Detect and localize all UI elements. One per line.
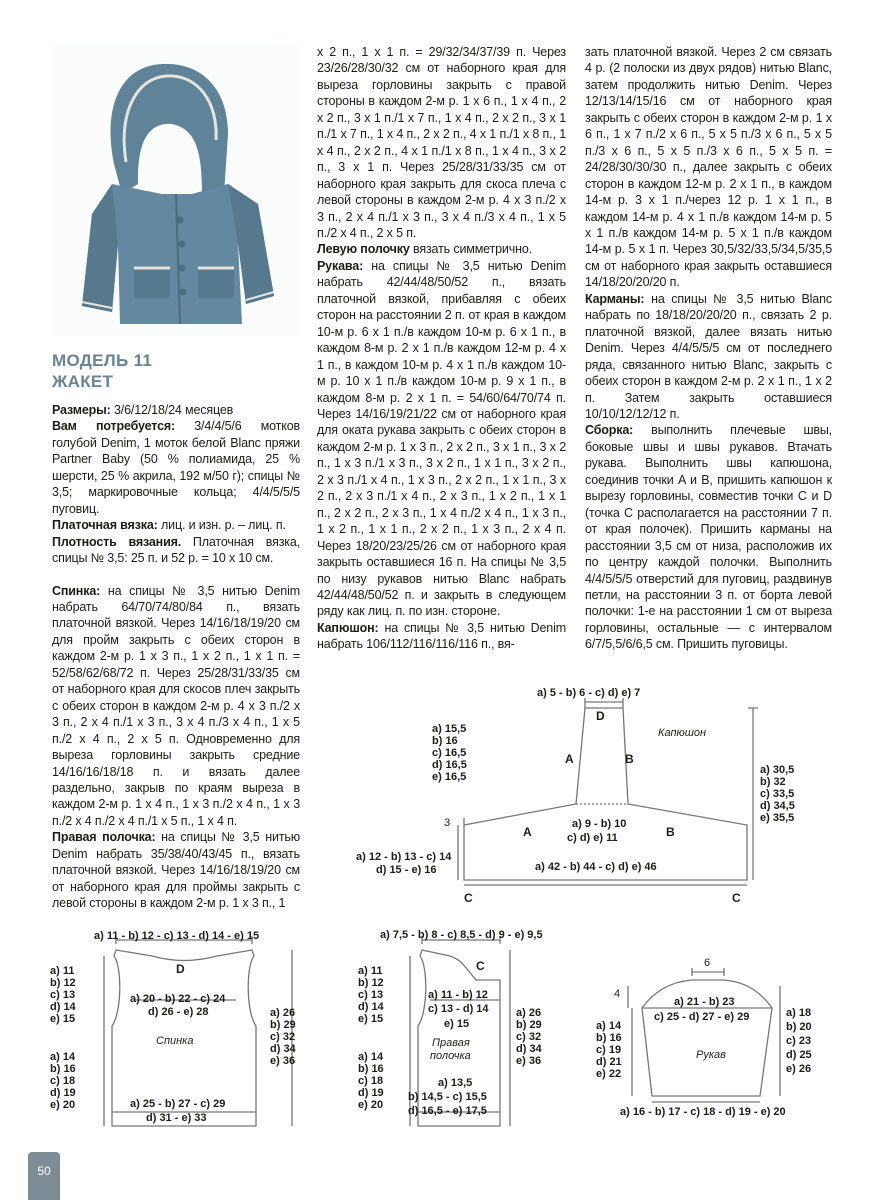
model-name: ЖАКЕТ <box>52 372 114 391</box>
front-top-dim: a) 7,5 - b) 8 - c) 8,5 - d) 9 - e) 9,5 <box>380 929 543 941</box>
sleeves-paragraph: Рукава: на спицы № 3,5 нитью Denim набрать 42/44/48/50/52 п., вязать платочной вязкой, прибавляя с обеих сторон на расстоянии 2 п. от края в каждом 10-м р. 6 x 1 п./в каждом 10-м р. 6 x 1 п., в каждом 8-м р. 2 x 1 п./в каждом 12-м р. 4 x 1 п., в каждом 10-м р. 4 x 1 п./в каждом 10-м р. 10 x 1 п./в каждом 10-м р. 9 x 1 п., в каждом 8-м р. 2 x 1 п. = 54/60/64/70/74 п. Через 14/16/19/21/22 см от наборного края для оката рукава закрыть с обеих сторон в каждом 2-м р. 1 x 3 п., 2 x 2 п., 3 x 1 п., 3 x 2 п., 1 x 3 п./1 x 3 п., 3 x 2 п., 1 x 1 п., 3 x 2 п., 2 x 3 п./1 x 4 п., 1 x 3 п., 2 x 2 п., 1 x 1 п., 3 x 2 п., 2 x 3 п./1 x 4 п., 2 x 3 п., 1 x 2 п., 1 x 1 п., 2 x 2 п., 2 x 3 п., 1 x 4 п./2 x 4 п., 1 x 3 п., 1 x 2 п., 1 x 1 п., 2 x 2 п., 1 x 3 п., 2 x 4 п. Через 18/20/23/25/26 см от наборного края закрыть оставшиеся 16 п. На спицы № 3,5 по низу рукавов нитью Blanc набрать 42/44/48/50/52 п. и закрыть в следующем ряду как лиц. п. по изн. стороне. <box>317 258 566 619</box>
sleeve-mid-2: c) 25 - d) 27 - e) 29 <box>654 1011 750 1023</box>
hood-right-d: d) 34,5 <box>760 800 795 812</box>
hood-paragraph: Капюшон: на спицы № 3,5 нитью Denim набрать 106/112/116/116/116 п., вя- <box>317 620 566 652</box>
hood-point-a-bottom: A <box>523 825 532 839</box>
front-mid-3: e) 15 <box>444 1018 470 1030</box>
back-left2-b: b) 16 <box>50 1063 76 1075</box>
front-right-e: e) 36 <box>516 1055 542 1067</box>
front-mid-2: c) 13 - d) 14 <box>428 1003 489 1015</box>
hood-continued-paragraph: зать платочной вязкой. Через 2 см связать 4 р. (2 полоски из двух рядов) нитью Blanc, затем продолжить нитью Denim. Через 12/13/14/15/16 см от наборного края закрыть с обеих сторон в каждом 2-м р. 1 x 6 п., 1 x 7 п./2 x 6 п., 5 x 5 п./3 x 6 п., 5 x 5 п./3 x 6 п., 5 x 5 п./3 x 6 п., 5 x 5 п. = 24/28/30/30/30 п., далее закрыть с обеих сторон в каждом 12-м р. 2 x 1 п., в каждом 14-м р. 3 x 1 п./через 12 р. 1 x 1 п., в каждом 14-м р. 4 x 1 п./в каждом 14-м р. 5 x 1 п./в каждом 14-м р. 5 x 1 п./в каждом 14-м р. 5 x 1 п. Через 30,5/32/33,5/34,5/35,5 см от наборного края закрыть оставшиеся 14/18/20/20/20 п. <box>585 45 832 290</box>
front-right-b: b) 29 <box>516 1019 542 1031</box>
front-left2-e: e) 20 <box>358 1099 384 1111</box>
hood-mid-bottom: c) d) e) 11 <box>567 832 618 844</box>
back-right-c: c) 32 <box>270 1031 296 1043</box>
back-right-e: e) 36 <box>270 1055 296 1067</box>
hood-right-a: a) 30,5 <box>760 764 795 776</box>
sleeve-left-d: d) 21 <box>596 1056 622 1068</box>
back-right-b: b) 29 <box>270 1019 296 1031</box>
hood-left-height-1: a) 12 - b) 13 - c) 14 <box>356 851 452 863</box>
back-left2-c: c) 18 <box>50 1075 76 1087</box>
back-right-d: d) 34 <box>270 1043 296 1055</box>
text-column-1 <box>52 402 300 912</box>
front-right-a: a) 26 <box>516 1007 542 1019</box>
left-front-paragraph: Левую полочку вязать симметрично. <box>317 242 533 257</box>
back-diagram <box>44 926 314 1136</box>
front-mid-1: a) 11 - b) 12 <box>428 989 488 1001</box>
sizes-paragraph: Размеры: 3/6/12/18/24 месяцев <box>52 403 234 417</box>
hood-mid-top: a) 9 - b) 10 <box>572 818 627 830</box>
text-column-2 <box>317 44 566 653</box>
jacket-photo <box>52 44 300 336</box>
back-top-dim: a) 11 - b) 12 - c) 13 - d) 14 - e) 15 <box>94 930 260 942</box>
back-left-e: e) 15 <box>50 1013 76 1025</box>
back-left-c: c) 13 <box>50 989 76 1001</box>
hood-point-a-top: A <box>565 752 574 766</box>
hood-width: a) 42 - b) 44 - c) d) e) 46 <box>535 861 657 873</box>
front-left-c: c) 13 <box>358 989 384 1001</box>
front-left-a: a) 11 <box>358 965 383 977</box>
materials-paragraph: Вам потребуется: 3/4/4/5/6 мотков голубой Denim, 1 моток белой Blanc пряжи Partner Baby (50 % полиамида, 25 % шерсти, 25 % акрила, 192 м/50 г); спицы № 3,5; маркировочные кольца; 4/4/5/5/5 пуговиц. <box>52 419 300 516</box>
hood-point-c-left: C <box>464 891 473 905</box>
sleeve-left-c: c) 19 <box>596 1044 622 1056</box>
front-left-b: b) 12 <box>358 977 384 989</box>
front-diagram <box>350 926 580 1136</box>
hood-left-d: d) 16,5 <box>432 759 467 771</box>
front-left-e: e) 15 <box>358 1013 384 1025</box>
assembly-paragraph: Сборка: выполнить плечевые швы, боковые швы и швы рукавов. Втачать рукава. Выполнить швы капюшона, соединив точки A и B, пришить капюшон к вырезу горловины, совместив точки C и D (точка C располагается на расстоянии 7 п. от края полочек). Пришить карманы на расстоянии 3,5 см от низа, расположив их по центру каждой полочки. Выполнить 4/4/5/5/5 отверстий для пуговиц, раздвинув петли, на расстоянии 3 п. от борта левой полочки: 1-е на расстоянии 1 см от выреза горловины, остальные — с интервалом 6/7/5,5/6/6,5 см. Пришить пуговицы. <box>585 423 832 652</box>
model-title <box>52 350 152 392</box>
front-left2-b: b) 16 <box>358 1063 384 1075</box>
back-paragraph: Спинка: на спицы № 3,5 нитью Denim набрать 64/70/74/80/84 п., вязать платочной вязкой. Через 14/16/18/19/20 см для пройм закрыть с обеих сторон в каждом 2-м р. 1 x 3 п., 1 x 2 п., 1 x 1 п. = 52/58/62/68/72 п. Через 25/28/31/33/35 см от наборного края для скосов плеч закрыть с обеих сторон в каждом 2-м р. 4 x 3 п./2 x 3 п., 2 x 4 п./1 x 3 п., 3 x 4 п./3 x 4 п., 1 x 5 п./2 x 4 п., 2 x 5 п. Одновременно для выреза горловины закрыть средние 14/16/16/18/18 п. и вязать далее раздельно, закрыв по краям выреза в каждом 2-м р. 1 x 4 п., 1 x 3 п./2 x 4 п., 1 x 3 п./2 x 4 п./2 x 4 п./1 x 5 п., 1 x 4 п. <box>52 583 300 828</box>
hood-left-b: b) 16 <box>432 735 458 747</box>
front-left2-c: c) 18 <box>358 1075 384 1087</box>
back-left2-d: d) 19 <box>50 1087 76 1099</box>
sleeve-right-c: c) 23 <box>786 1035 812 1047</box>
front-left2-d: d) 19 <box>358 1087 384 1099</box>
hood-point-d: D <box>596 709 605 723</box>
hood-top-dim: a) 5 - b) 6 - c) d) e) 7 <box>537 687 641 699</box>
density-paragraph: Плотность вязания. Платочная вязка, спицы № 3,5: 25 п. и 52 р. = 10 x 10 см. <box>52 534 300 566</box>
model-number: МОДЕЛЬ 11 <box>52 351 153 370</box>
hood-label: Капюшон <box>658 727 707 739</box>
sleeve-label: Рукав <box>696 1049 726 1061</box>
hood-right-e: e) 35,5 <box>760 812 795 824</box>
front-bottom-1: a) 13,5 <box>438 1077 473 1089</box>
right-front-paragraph: Правая полочка: на спицы № 3,5 нитью Denim набрать 35/38/40/43/45 п., вязать платочной вязкой. Через 14/16/18/19/20 см от наборного края для проймы закрыть с левой стороны в каждом 2-м р. 1 x 3 п., 1 <box>52 830 300 911</box>
back-left-b: b) 12 <box>50 977 76 989</box>
sleeve-bottom-dim: a) 16 - b) 17 - c) 18 - d) 19 - e) 20 <box>620 1106 786 1118</box>
hood-left-c: c) 16,5 <box>432 747 467 759</box>
back-mid-2: d) 26 - e) 28 <box>148 1006 209 1018</box>
back-mid-1: a) 20 - b) 22 - c) 24 <box>130 993 226 1005</box>
sleeve-right-a: a) 18 <box>786 1007 812 1019</box>
sleeve-side-dim: 4 <box>614 988 621 1000</box>
front-left-d: d) 14 <box>358 1001 384 1013</box>
sleeve-diagram <box>592 952 822 1128</box>
sleeve-right-e: e) 26 <box>786 1063 812 1075</box>
back-point-d: D <box>176 962 185 976</box>
sleeve-left-e: e) 22 <box>596 1068 622 1080</box>
front-left2-a: a) 14 <box>358 1051 384 1063</box>
sleeve-left-b: b) 16 <box>596 1032 622 1044</box>
hood-right-b: b) 32 <box>760 776 786 788</box>
back-left2-a: a) 14 <box>50 1051 76 1063</box>
sleeve-right-b: b) 20 <box>786 1021 812 1033</box>
stitch-paragraph: Платочная вязка: лиц. и изн. р. – лиц. п. <box>52 518 286 533</box>
front-continued-paragraph: x 2 п., 1 x 1 п. = 29/32/34/37/39 п. Через 23/26/28/30/32 см от наборного края для выреза горловины закрыть с правой стороны в каждом 2-м р. 1 x 6 п., 1 x 4 п., 2 x 2 п., 3 x 1 п./1 x 7 п., 1 x 4 п., 2 x 2 п., 3 x 1 п./1 x 7 п., 1 x 4 п., 2 x 2 п., 4 x 1 п./1 x 8 п., 1 x 4 п., 2 x 2 п., 4 x 1 п./1 x 8 п., 1 x 4 п., 3 x 2 п., 3 x 1 п. Через 25/28/31/33/35 см от наборного края закрыть для скоса плеча с левой стороны в каждом 2-м р. 4 x 3 п./2 x 3 п., 2 x 4 п./1 x 3 п., 3 x 4 п./3 x 4 п., 1 x 5 п./2 x 4 п., 2 x 5 п. <box>317 45 566 240</box>
page-number: 50 <box>28 1152 60 1200</box>
front-label-line2: полочка <box>430 1050 471 1062</box>
back-left2-e: e) 20 <box>50 1099 76 1111</box>
sleeve-right-d: d) 25 <box>786 1049 812 1061</box>
hood-point-b-top: B <box>625 752 634 766</box>
hood-right-c: c) 33,5 <box>760 788 795 800</box>
sleeve-left-a: a) 14 <box>596 1020 622 1032</box>
hood-left-e: e) 16,5 <box>432 771 467 783</box>
hood-diagram <box>340 680 810 910</box>
sleeve-top-dim: 6 <box>704 957 711 969</box>
back-bottom-1: a) 25 - b) 27 - c) 29 <box>130 1098 226 1110</box>
front-bottom-3: d) 16,5 - e) 17,5 <box>408 1105 487 1117</box>
front-right-c: c) 32 <box>516 1031 542 1043</box>
front-bottom-2: b) 14,5 - c) 15,5 <box>408 1091 487 1103</box>
hood-left-a: a) 15,5 <box>432 723 467 735</box>
hood-point-c-right: C <box>732 891 741 905</box>
back-left-a: a) 11 <box>50 965 75 977</box>
front-right-d: d) 34 <box>516 1043 542 1055</box>
text-column-3 <box>585 44 832 653</box>
hood-point-b-bottom: B <box>666 825 675 839</box>
hood-dim-3: 3 <box>444 817 451 829</box>
hood-left-height-2: d) 15 - e) 16 <box>376 864 437 876</box>
sleeve-mid-1: a) 21 - b) 23 <box>674 996 735 1008</box>
back-label: Спинка <box>156 1035 194 1047</box>
back-left-d: d) 14 <box>50 1001 76 1013</box>
back-right-a: a) 26 <box>270 1007 296 1019</box>
front-point-c: C <box>476 959 485 973</box>
back-bottom-2: d) 31 - e) 33 <box>146 1112 207 1124</box>
pockets-paragraph: Карманы: на спицы № 3,5 нитью Blanc набрать по 18/18/20/20/20 п., связать 2 р. платочной вязкой, далее вязать нитью Denim. Через 4/4/5/5/5 см от последнего ряда, связанного нитью Blanc, закрыть с обеих сторон в каждом 2-м р. 2 x 1 п., 1 x 2 п. Затем закрыть оставшиеся 10/10/12/12/12 п. <box>585 291 832 421</box>
front-label-line1: Правая <box>432 1037 470 1049</box>
